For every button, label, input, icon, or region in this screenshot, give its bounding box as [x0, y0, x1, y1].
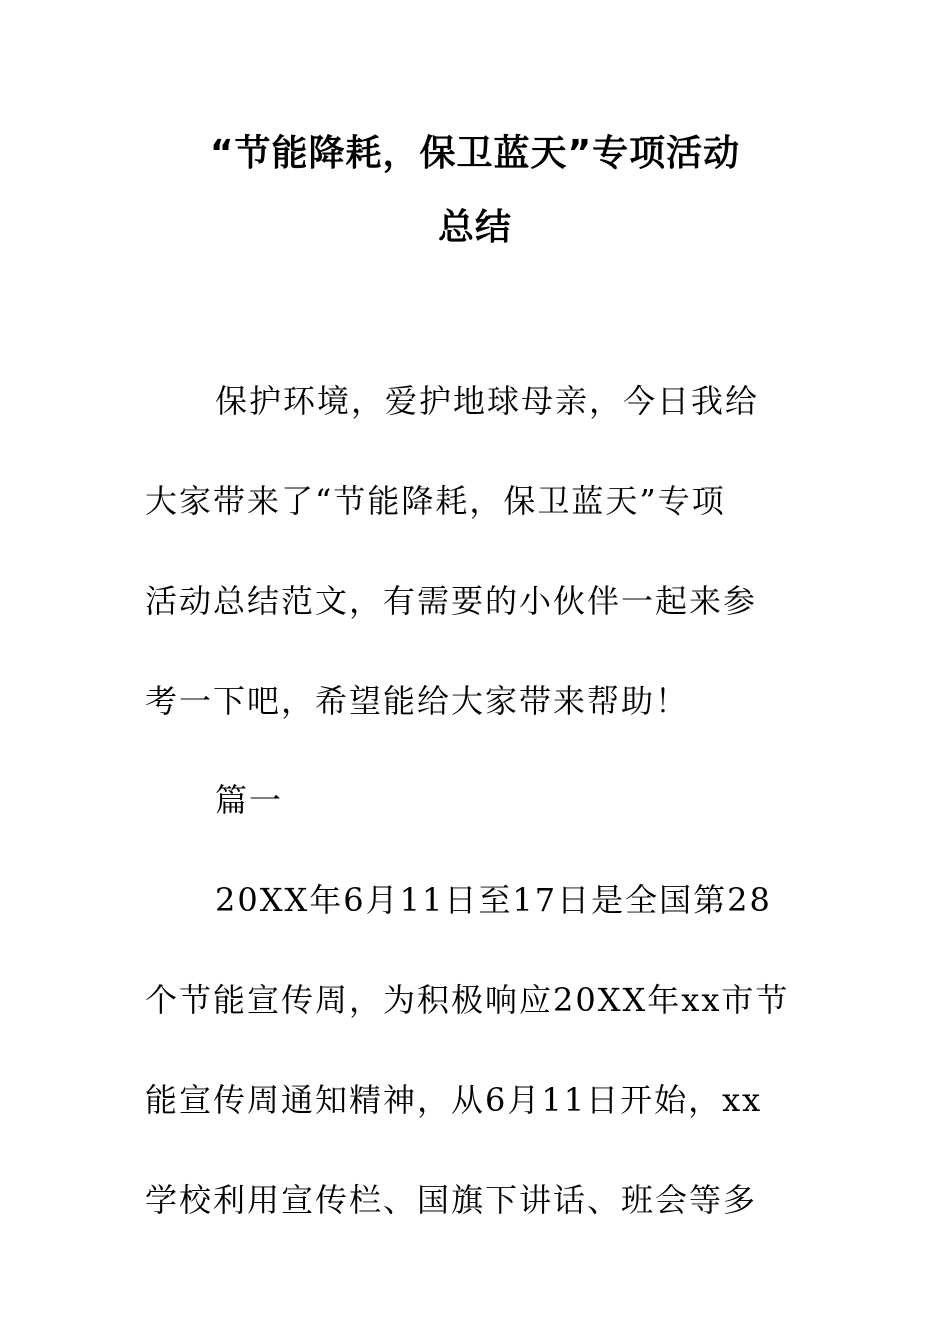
intro-paragraph-line-1: 保护环境，爱护地球母亲，今日我给 — [215, 382, 760, 420]
intro-paragraph-line-2: 大家带来了“节能降耗，保卫蓝天”专项 — [145, 482, 726, 520]
section-heading: 篇一 — [215, 781, 284, 819]
body-paragraph-line-1: 20XX年6月11日至17日是全国第28 — [215, 881, 772, 919]
intro-paragraph-line-4: 考一下吧，希望能给大家带来帮助！ — [145, 682, 690, 720]
document-title-line-2: 总结 — [437, 207, 512, 248]
intro-paragraph-line-3: 活动总结范文，有需要的小伙伴一起来参 — [145, 582, 758, 620]
body-paragraph-line-4: 学校利用宣传栏、国旗下讲话、班会等多 — [145, 1181, 758, 1219]
body-paragraph-line-3: 能宣传周通知精神，从6月11日开始，xx — [145, 1081, 763, 1119]
body-paragraph-line-2: 个节能宣传周，为积极响应20XX年xx市节 — [145, 981, 790, 1019]
document-title-line-1: “节能降耗，保卫蓝天”专项活动 — [209, 133, 741, 174]
